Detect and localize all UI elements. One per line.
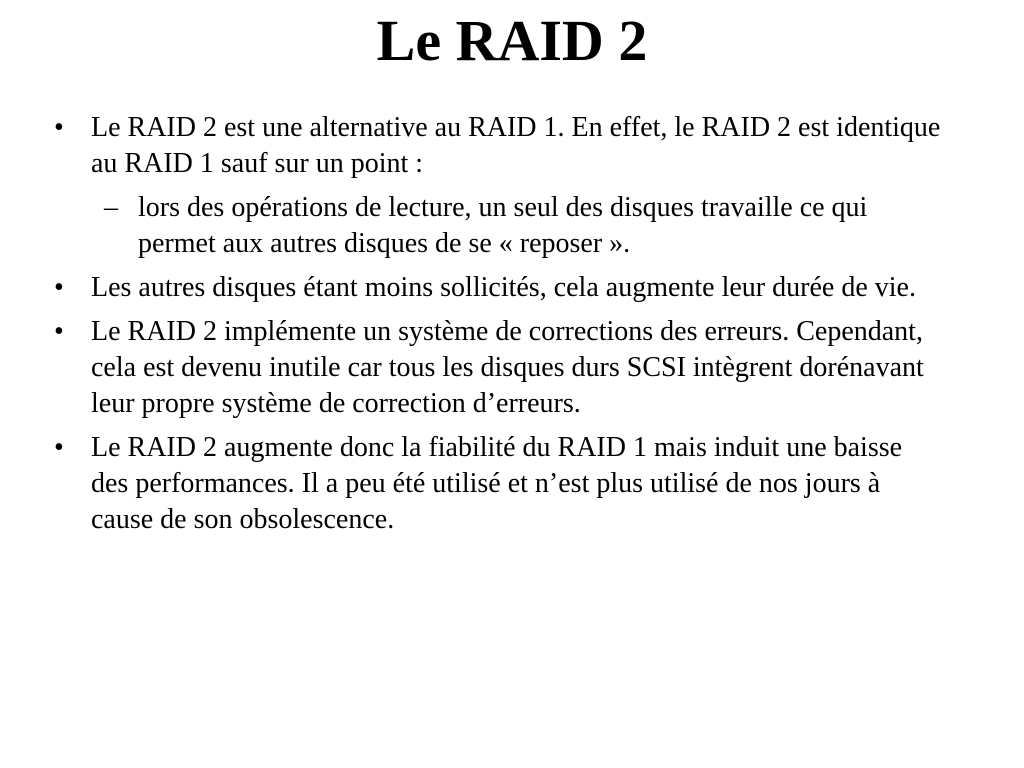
- bullet-marker: •: [54, 272, 64, 303]
- bullet-text: Le RAID 2 augmente donc la fiabilité du RAID 1 mais induit une baisse des performances. Il a peu été utilisé et n’est plus utilisé de nos jours à cause de son obsolescence.: [91, 432, 903, 535]
- bullet-marker: •: [54, 316, 64, 347]
- slide-title: Le RAID 2: [376, 8, 648, 73]
- bullet-item: [52, 270, 942, 306]
- bullet-list: [52, 110, 942, 546]
- bullet-item: [52, 430, 942, 538]
- bullet-text: Le RAID 2 est une alternative au RAID 1. En effet, le RAID 2 est identique au RAID 1 sauf sur un point :: [91, 112, 941, 179]
- bullet-marker: •: [54, 112, 64, 143]
- bullet-text: Le RAID 2 implémente un système de corrections des erreurs. Cependant, cela est devenu inutile car tous les disques durs SCSI intègrent dorénavant leur propre système de correction d’erreurs.: [91, 316, 924, 419]
- sub-bullet-text: lors des opérations de lecture, un seul des disques travaille ce qui permet aux autres disques de se « reposer ».: [138, 192, 868, 259]
- sub-bullet-marker: –: [104, 192, 118, 223]
- bullet-text: Les autres disques étant moins sollicités, cela augmente leur durée de vie.: [91, 272, 916, 303]
- bullet-item: [52, 110, 942, 182]
- sub-bullet-item: [52, 190, 873, 262]
- bullet-marker: •: [54, 432, 64, 463]
- bullet-item: [52, 314, 942, 422]
